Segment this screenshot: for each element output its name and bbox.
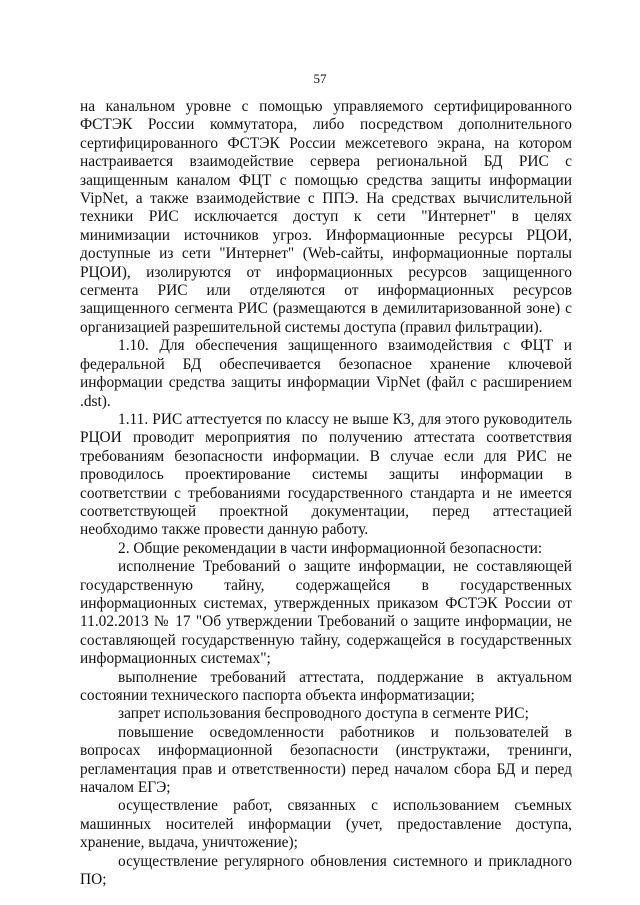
paragraph-1-10: 1.10. Для обеспечения защищенного взаимодействия с ФЦТ и федеральной БД обеспечивается безопасное хранение ключевой информации средства защиты информации VipNet (файл с расширением .dst). [80,337,572,410]
list-item-awareness: повышение осведомленности работников и пользователей в вопросах информационной безопасности (инструктажи, тренинги, регламентация прав и ответственности) перед началом сбора БД и перед началом ЕГЭ; [80,723,572,797]
page-number: 57 [313,71,327,86]
list-item-removable-media: осуществление работ, связанных с использованием съемных машинных носителей информации (учет, предоставление доступа, хранение, выдача, уничтожение); [80,797,572,852]
list-item-wireless: запрет использования беспроводного доступа в сегменте РИС; [118,705,529,723]
section-heading-general-recommendations: 2. Общие рекомендации в части информационной безопасности: [118,539,543,557]
list-item-requirements: исполнение Требований о защите информации, не составляющей государственную тайну, содержащейся в государственных информационных системах, утвержденных приказом ФСТЭК России от 11.02.2013 № 17 "Об утверждении Требований о защите информации, не составляющей государственную тайну, содержащейся в государственных информационных системах"; [80,558,572,668]
document-body [80,98,572,889]
list-item-attestat: выполнение требований аттестата, поддержание в актуальном состоянии технического паспорта объекта информатизации; [80,668,572,704]
paragraph-network-isolation: на канальном уровне с помощью управляемого сертифицированного ФСТЭК России коммутатора, либо посредством дополнительного сертифицированного ФСТЭК России межсетевого экрана, на котором настраивается взаимодействие сервера региональной БД РИС с защищенным каналом ФЦТ с помощью средства защиты информации VipNet, а также взаимодействие с ППЭ. На средствах вычислительной техники РИС исключается доступ к сети "Интернет" в целях минимизации источников угроз. Информационные ресурсы РЦОИ, доступные из сети "Интернет" (Web-сайты, информационные порталы РЦОИ), изолируются от информационных ресурсов защищенного сегмента РИС или отделяются от информационных ресурсов защищенного сегмента РИС (размещаются в демилитаризованной зоне) с организацией разрешительной системы доступа (правил фильтрации). [80,98,572,336]
list-item-updates: осуществление регулярного обновления системного и прикладного ПО; [80,852,572,889]
paragraph-1-11: 1.11. РИС аттестуется по классу не выше К3, для этого руководитель РЦОИ проводит мероприятия по получению аттестата соответствия требованиям безопасности информации. В случае если для РИС не проводилось проектирование системы защиты информации в соответствии с требованиями государственного стандарта и не имеется соответствующей проектной документации, перед аттестацией необходимо также провести данную работу. [80,410,572,539]
